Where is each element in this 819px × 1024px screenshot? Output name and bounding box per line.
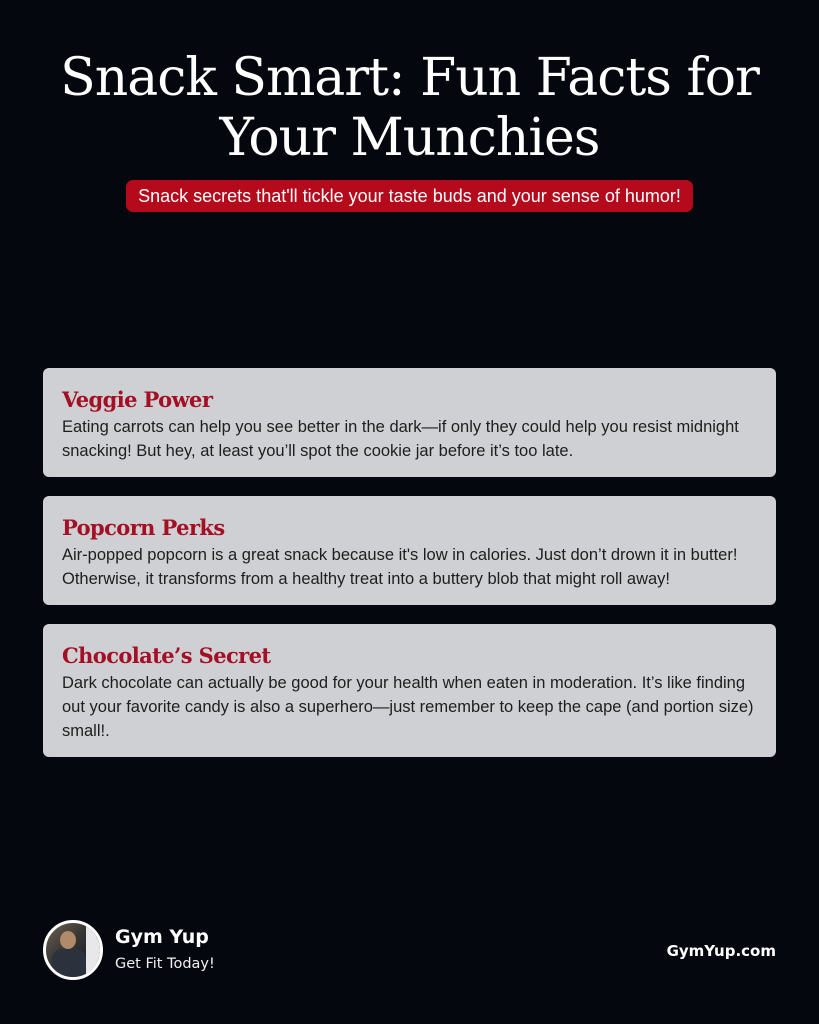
card-title: Chocolate’s Secret: [62, 643, 271, 668]
brand-block: [43, 920, 215, 980]
card-title: Popcorn Perks: [62, 515, 225, 540]
card-body: Dark chocolate can actually be good for your health when eaten in moderation. It’s like finding out your favorite candy is also a superhero—just remember to keep the cape (and portion size) small!.: [62, 674, 754, 740]
brand-tagline: Get Fit Today!: [115, 956, 215, 972]
page-title: Snack Smart: Fun Facts for Your Munchies: [60, 48, 759, 168]
page-footer: [43, 920, 776, 980]
avatar-torso: [52, 949, 86, 980]
person-photo-icon: [86, 923, 100, 977]
page-header: [0, 40, 819, 212]
fact-card-veggie-power: [43, 368, 776, 477]
fact-cards: [43, 368, 776, 776]
avatar: [43, 920, 103, 980]
subtitle-banner: Snack secrets that'll tickle your taste buds and your sense of humor!: [126, 180, 693, 212]
fact-card-chocolates-secret: [43, 624, 776, 757]
fact-card-popcorn-perks: [43, 496, 776, 605]
brand-name: Gym Yup: [115, 926, 209, 948]
card-title: Veggie Power: [62, 387, 213, 412]
brand-text: [115, 925, 215, 975]
website-link[interactable]: GymYup.com: [666, 942, 776, 960]
card-body: Air-popped popcorn is a great snack because it's low in calories. Just don’t drown it in butter! Otherwise, it transforms from a healthy treat into a buttery blob that might roll away!: [62, 546, 738, 588]
card-body: Eating carrots can help you see better in the dark—if only they could help you resist midnight snacking! But hey, at least you’ll spot the cookie jar before it’s too late.: [62, 418, 739, 460]
avatar-head: [60, 931, 76, 949]
subtitle-container: [0, 180, 819, 212]
